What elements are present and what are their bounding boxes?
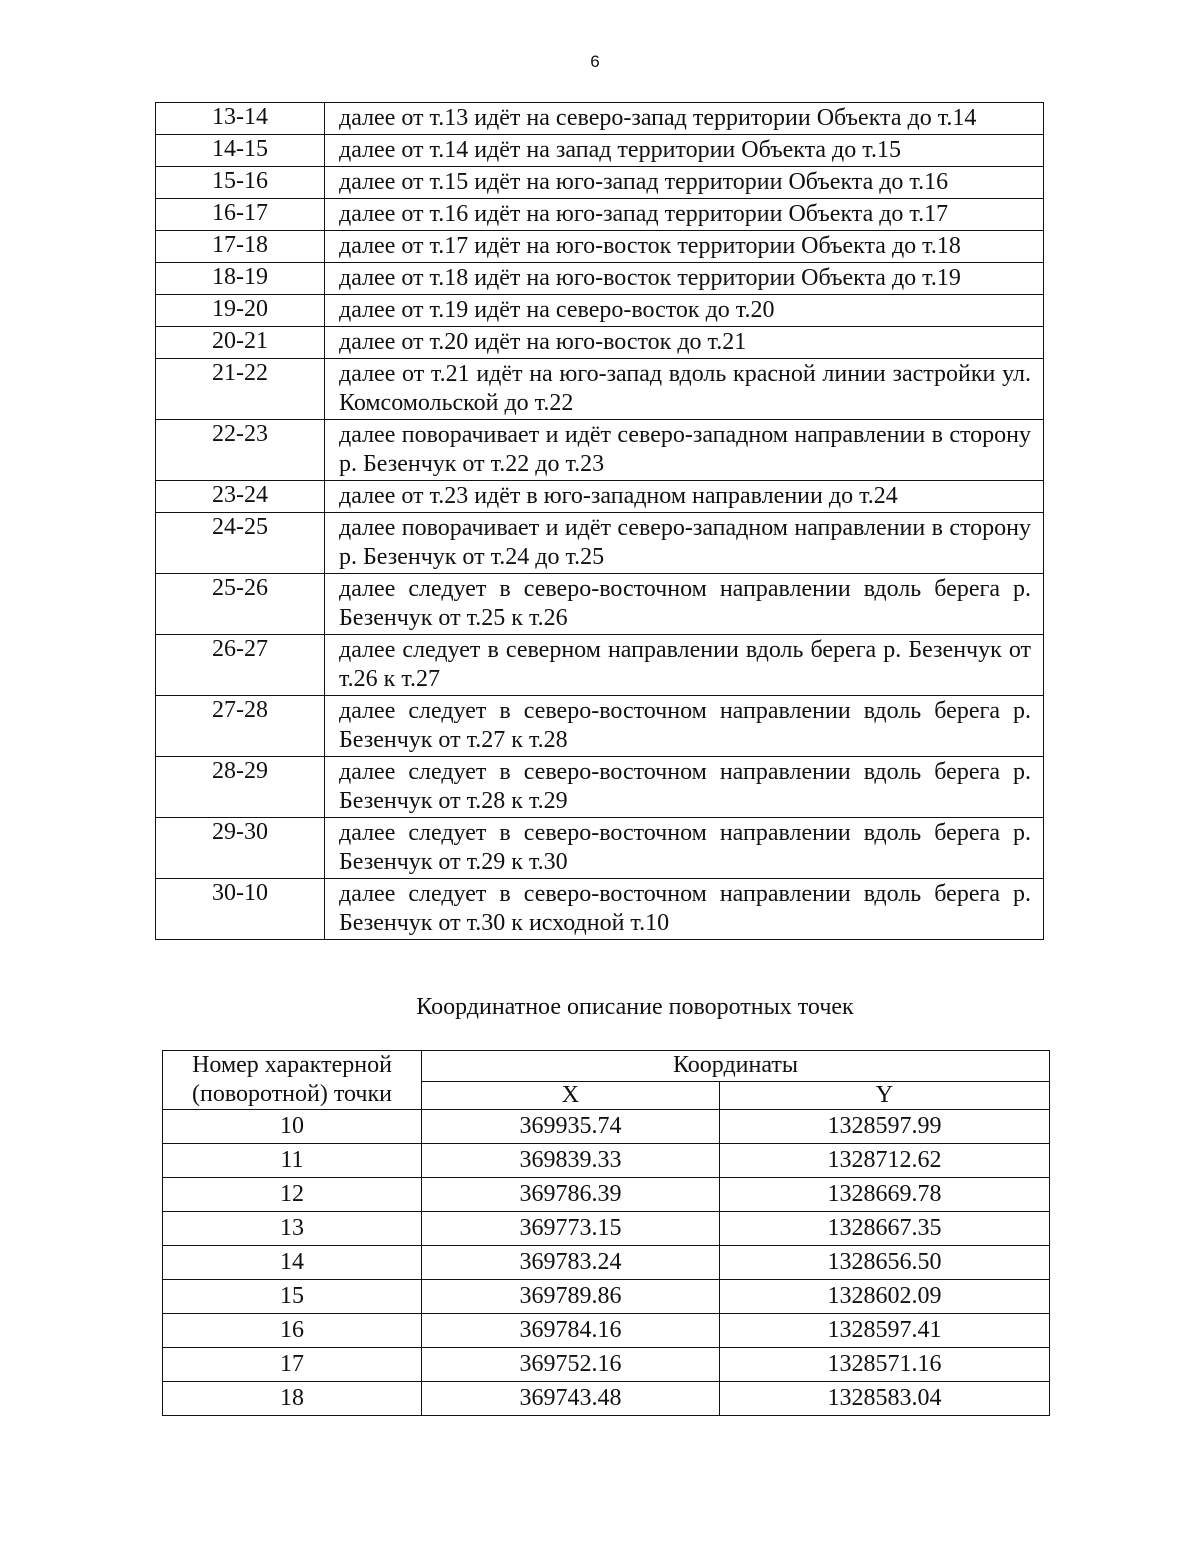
table-row (156, 231, 1044, 263)
table-row (156, 635, 1044, 696)
x-cell: 369786.39 (422, 1178, 720, 1212)
description-cell: далее от т.23 идёт в юго-западном направлении до т.24 (325, 481, 1044, 513)
point-cell: 18 (163, 1382, 422, 1416)
table-row (156, 359, 1044, 420)
x-cell: 369752.16 (422, 1348, 720, 1382)
table-row (156, 327, 1044, 359)
description-cell: далее поворачивает и идёт северо-западном направлении в сторону р. Безенчук от т.24 до т.25 (325, 513, 1044, 574)
description-cell: далее от т.18 идёт на юго-восток территории Объекта до т.19 (325, 263, 1044, 295)
x-cell: 369839.33 (422, 1144, 720, 1178)
y-header: Y (719, 1081, 1049, 1109)
description-cell: далее от т.15 идёт на юго-запад территории Объекта до т.16 (325, 167, 1044, 199)
table-row (156, 103, 1044, 135)
segment-cell: 26-27 (156, 635, 325, 696)
description-cell: далее следует в северо-восточном направлении вдоль берега р. Безенчук от т.25 к т.26 (325, 574, 1044, 635)
description-cell: далее поворачивает и идёт северо-западном направлении в сторону р. Безенчук от т.22 до т.23 (325, 420, 1044, 481)
segment-cell: 17-18 (156, 231, 325, 263)
table-row (156, 420, 1044, 481)
table-row (163, 1178, 1050, 1212)
coords-section-title: Координатное описание поворотных точек (416, 994, 854, 1020)
y-cell: 1328656.50 (719, 1246, 1049, 1280)
description-cell: далее от т.13 идёт на северо-запад территории Объекта до т.14 (325, 103, 1044, 135)
point-cell: 11 (163, 1144, 422, 1178)
x-cell: 369773.15 (422, 1212, 720, 1246)
description-cell: далее следует в северо-восточном направлении вдоль берега р. Безенчук от т.28 к т.29 (325, 757, 1044, 818)
y-cell: 1328571.16 (719, 1348, 1049, 1382)
point-cell: 12 (163, 1178, 422, 1212)
table-row (156, 167, 1044, 199)
table-header-row (163, 1051, 1050, 1082)
table-row (163, 1382, 1050, 1416)
segment-cell: 21-22 (156, 359, 325, 420)
segment-cell: 18-19 (156, 263, 325, 295)
x-cell: 369743.48 (422, 1382, 720, 1416)
segment-cell: 23-24 (156, 481, 325, 513)
segment-cell: 14-15 (156, 135, 325, 167)
description-cell: далее от т.14 идёт на запад территории Объекта до т.15 (325, 135, 1044, 167)
x-cell: 369789.86 (422, 1280, 720, 1314)
boundary-description-table (155, 102, 1044, 940)
segment-cell: 15-16 (156, 167, 325, 199)
segment-cell: 20-21 (156, 327, 325, 359)
segment-cell: 25-26 (156, 574, 325, 635)
x-cell: 369783.24 (422, 1246, 720, 1280)
description-cell: далее следует в северном направлении вдоль берега р. Безенчук от т.26 к т.27 (325, 635, 1044, 696)
description-cell: далее от т.21 идёт на юго-запад вдоль красной линии застройки ул. Комсомольской до т.22 (325, 359, 1044, 420)
table-row (163, 1314, 1050, 1348)
table-row (156, 295, 1044, 327)
coordinates-table (162, 1050, 1050, 1416)
table-row (156, 574, 1044, 635)
segment-cell: 30-10 (156, 879, 325, 940)
page-number: 6 (590, 52, 600, 71)
description-cell: далее следует в северо-восточном направлении вдоль берега р. Безенчук от т.27 к т.28 (325, 696, 1044, 757)
table-row (156, 263, 1044, 295)
y-cell: 1328583.04 (719, 1382, 1049, 1416)
coordinates-header: Координаты (422, 1051, 1050, 1082)
segment-cell: 13-14 (156, 103, 325, 135)
y-cell: 1328667.35 (719, 1212, 1049, 1246)
table-row (163, 1246, 1050, 1280)
table-row (163, 1212, 1050, 1246)
y-cell: 1328597.99 (719, 1110, 1049, 1144)
table-row (156, 757, 1044, 818)
table-row (163, 1144, 1050, 1178)
table-row (163, 1280, 1050, 1314)
y-cell: 1328597.41 (719, 1314, 1049, 1348)
table-row (156, 481, 1044, 513)
y-cell: 1328602.09 (719, 1280, 1049, 1314)
table-row (163, 1110, 1050, 1144)
segment-cell: 28-29 (156, 757, 325, 818)
point-cell: 15 (163, 1280, 422, 1314)
segment-cell: 22-23 (156, 420, 325, 481)
table-row (156, 696, 1044, 757)
segment-cell: 19-20 (156, 295, 325, 327)
segment-cell: 27-28 (156, 696, 325, 757)
description-cell: далее от т.16 идёт на юго-запад территории Объекта до т.17 (325, 199, 1044, 231)
table-row (163, 1348, 1050, 1382)
description-cell: далее от т.19 идёт на северо-восток до т.20 (325, 295, 1044, 327)
y-cell: 1328669.78 (719, 1178, 1049, 1212)
table-row (156, 818, 1044, 879)
table-row (156, 879, 1044, 940)
description-cell: далее от т.20 идёт на юго-восток до т.21 (325, 327, 1044, 359)
table-row (156, 513, 1044, 574)
description-cell: далее от т.17 идёт на юго-восток территории Объекта до т.18 (325, 231, 1044, 263)
segment-cell: 16-17 (156, 199, 325, 231)
segment-cell: 24-25 (156, 513, 325, 574)
x-cell: 369784.16 (422, 1314, 720, 1348)
segment-cell: 29-30 (156, 818, 325, 879)
point-cell: 14 (163, 1246, 422, 1280)
point-cell: 17 (163, 1348, 422, 1382)
description-cell: далее следует в северо-восточном направлении вдоль берега р. Безенчук от т.30 к исходной т.10 (325, 879, 1044, 940)
point-cell: 16 (163, 1314, 422, 1348)
point-number-header: Номер характерной (поворотной) точки (163, 1051, 422, 1110)
description-cell: далее следует в северо-восточном направлении вдоль берега р. Безенчук от т.29 к т.30 (325, 818, 1044, 879)
table-row (156, 199, 1044, 231)
x-header: X (422, 1081, 720, 1109)
point-cell: 10 (163, 1110, 422, 1144)
table-row (156, 135, 1044, 167)
point-cell: 13 (163, 1212, 422, 1246)
x-cell: 369935.74 (422, 1110, 720, 1144)
y-cell: 1328712.62 (719, 1144, 1049, 1178)
